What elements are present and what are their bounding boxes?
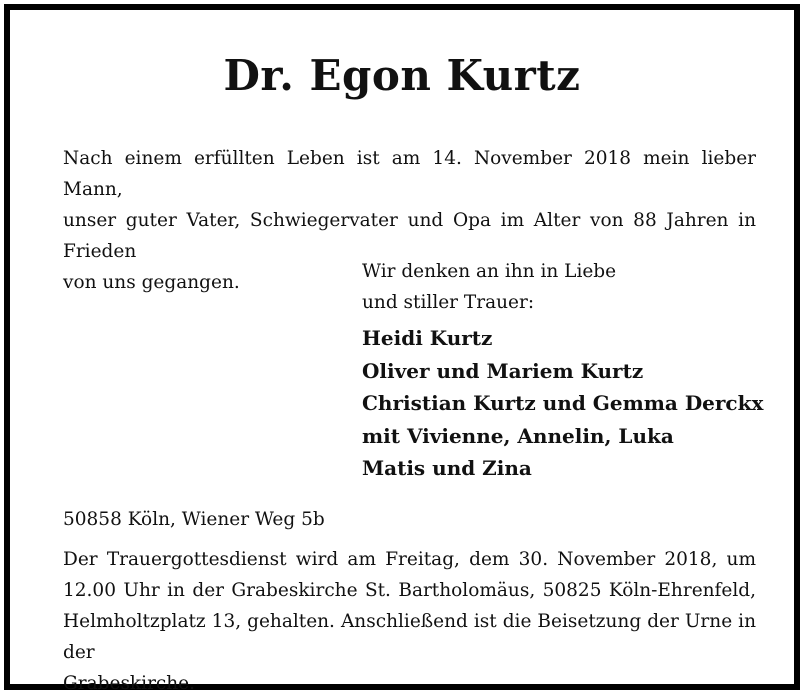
service-line: Der Trauergottesdienst wird am Freitag, dem 30. November 2018, um (63, 549, 756, 570)
service-line: Grabeskirche. (63, 673, 196, 694)
obituary-notice (4, 4, 800, 694)
family-name: Christian Kurtz und Gemma Derckx (362, 391, 764, 415)
family-name: Matis und Zina (362, 456, 532, 480)
mourning-phrase (362, 256, 616, 318)
family-name: Oliver und Mariem Kurtz (362, 358, 644, 383)
mourning-line: Wir denken an ihn in Liebe (362, 261, 617, 282)
family-names-list (362, 322, 763, 485)
family-name: mit Vivienne, Annelin, Luka (362, 423, 674, 448)
announcement-line: Nach einem erfüllten Leben ist am 14. November 2018 mein lieber Mann, (63, 148, 756, 200)
deceased-name-heading: Dr. Egon Kurtz (223, 51, 581, 100)
announcement-line: von uns gegangen. (63, 272, 240, 293)
announcement-line: unser guter Vater, Schwiegervater und Opa im Alter von 88 Jahren in Frieden (63, 210, 756, 262)
service-line: Helmholtzplatz 13, gehalten. Anschließend ist die Beisetzung der Urne in der (63, 611, 756, 663)
service-line: 12.00 Uhr in der Grabeskirche St. Bartholomäus, 50825 Köln-Ehrenfeld, (63, 580, 756, 601)
mourning-line: und stiller Trauer: (362, 292, 535, 313)
family-name: Heidi Kurtz (362, 326, 493, 350)
service-paragraph (63, 544, 756, 699)
family-address: 50858 Köln, Wiener Weg 5b (63, 509, 325, 530)
